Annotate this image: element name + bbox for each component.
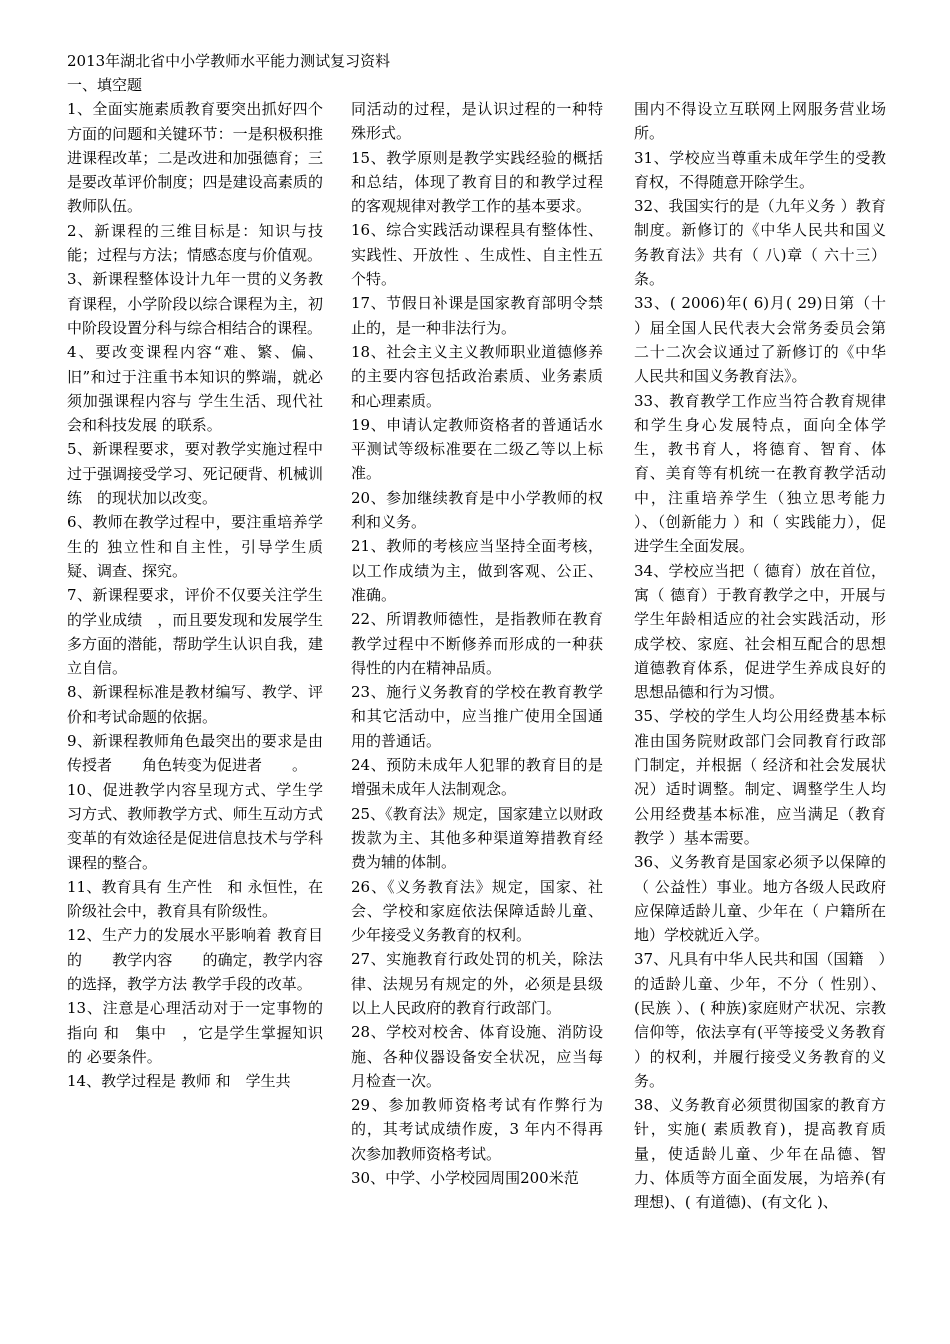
paragraph: 33、( 2006)年( 6)月( 29)日第（十 ）届全国人民代表大会常务委员会第二十二次会议通过了新修订的《中华人民共和国义务教育法》。 (634, 294, 886, 386)
paragraph: 7、新课程要求，评价不仅要关注学生的学业成绩 ，而且要发现和发展学生 多方面的潜能，帮助学生认识自我，建立自信。 (67, 586, 323, 678)
paragraph: 13、注意是心理活动对于一定事物的 指向 和 集中 ，它是学生掌握知识的 必要条件。 (67, 999, 323, 1066)
document-title: 2013年湖北省中小学教师水平能力测试复习资料 (67, 52, 391, 70)
paragraph: 35、学校的学生人均公用经费基本标准由国务院财政部门会同教育行政部门制定，并根据（ 经济和社会发展状况）适时调整。制定、调整学生人均公用经费基本标准，应当满足（教育教学 ）基本需要。 (634, 707, 886, 847)
paragraph: 5、新课程要求，要对教学实施过程中过于强调接受学习、死记硬背、机械训练 的现状加以改变。 (67, 440, 323, 508)
paragraph: 围内不得设立互联网上网服务营业场所。 (634, 100, 886, 143)
paragraph: 26、《义务教育法》规定，国家、社会、学校和家庭依法保障适龄儿童、少年接受义务教育的权利。 (351, 877, 603, 945)
paragraph: 4、要改变课程内容“难、繁、偏、旧”和过于注重书本知识的弊端，就必须加强课程内容与 学生生活、现代社会和科技发展 的联系。 (67, 343, 323, 435)
paragraph: 27、实施教育行政处罚的机关，除法律、法规另有规定的外，必须是县级以上人民政府的教育行政部门。 (351, 950, 603, 1017)
text-column-right (634, 97, 886, 1215)
paragraph: 34、学校应当把（ 德育）放在首位，寓（ 德育）于教育教学之中，开展与学生年龄相适应的社会实践活动，形成学校、家庭、社会相互配合的思想道德教育体系，促进学生养成良好的思想品德和行为习惯。 (634, 561, 886, 702)
paragraph: 36、义务教育是国家必须予以保障的（ 公益性）事业。地方各级人民政府应保障适龄儿童、少年在（ 户籍所在地）学校就近入学。 (634, 853, 886, 945)
paragraph: 3、新课程整体设计九年一贯的义务教育课程，小学阶段以综合课程为主，初中阶段设置分科与综合相结合的课程。 (67, 270, 323, 337)
paragraph: 同活动的过程，是认识过程的一种特殊形式。 (351, 100, 603, 143)
section-heading: 一、填空题 (67, 76, 143, 94)
paragraph: 11、教育具有 生产性 和 永恒性，在阶级社会中，教育具有阶级性。 (67, 877, 323, 921)
paragraph: 16、综合实践活动课程具有整体性、实践性、开放性 、生成性、自主性五个特。 (351, 221, 603, 289)
paragraph: 37、凡具有中华人民共和国（国籍 ）的适龄儿童、少年，不分（ 性别）、(民族 ）、( 种族)家庭财产状况、宗教信仰等，依法享有(平等接受义务教育 ）的权利，并履行接受义务教育的义务。 (634, 950, 886, 1090)
paragraph: 31、学校应当尊重未成年学生的受教育权，不得随意开除学生。 (634, 148, 886, 191)
paragraph: 6、教师在教学过程中，要注重培养学生的 独立性和自主性，引导学生质疑、调查、探究。 (67, 513, 323, 580)
paragraph: 20、参加继续教育是中小学教师的权利和义务。 (351, 488, 603, 532)
paragraph: 29、参加教师资格考试有作弊行为的，其考试成绩作废，3 年内不得再次参加教师资格考试。 (351, 1096, 603, 1163)
paragraph: 30、中学、小学校园周围200米范 (351, 1169, 579, 1188)
paragraph: 25、《教育法》规定，国家建立以财政拨款为主、其他多种渠道筹措教育经费为辅的体制。 (351, 804, 603, 872)
paragraph: 17、节假日补课是国家教育部明令禁止的，是一种非法行为。 (351, 294, 603, 337)
paragraph: 22、所谓教师德性，是指教师在教育教学过程中不断修养而形成的一种获得性的内在精神品质。 (351, 610, 603, 677)
paragraph: 32、我国实行的是（九年义务 ）教育制度。新修订的《中华人民共和国义务教育法》共有（ 八)章（ 六十三）条。 (634, 197, 886, 289)
paragraph: 15、教学原则是教学实践经验的概括和总结，体现了教育目的和教学过程的客观规律对教学工作的基本要求。 (351, 148, 603, 216)
paragraph: 23、施行义务教育的学校在教育教学和其它活动中，应当推广使用全国通用的普通话。 (351, 683, 603, 750)
paragraph: 9、新课程教师角色最突出的要求是由 传授者 角色转变为促进者 。 (67, 732, 323, 775)
paragraph: 14、教学过程是 教师 和 学生共 (67, 1072, 291, 1091)
paragraph: 28、学校对校舍、体育设施、消防设施、各种仪器设备安全状况，应当每月检查一次。 (351, 1023, 603, 1090)
paragraph: 24、预防未成年人犯罪的教育目的是增强未成年人法制观念。 (351, 756, 603, 799)
paragraph: 1、全面实施素质教育要突出抓好四个方面的问题和关键环节：一是积极积推进课程改革；二是改进和加强德育；三是要改革评价制度；四是建设高素质的教师队伍。 (67, 100, 323, 216)
paragraph: 38、义务教育必须贯彻国家的教育方针，实施( 素质教育)，提高教育质量，使适龄儿童、少年在品德、智力、体质等方面全面发展，为培养(有理想)、( 有道德)、(有文化 )、 (634, 1096, 886, 1212)
paragraph: 18、社会主义主义教师职业道德修养的主要内容包括政治素质、业务素质和心理素质。 (351, 342, 603, 410)
paragraph: 10、促进教学内容呈现方式、学生学习方式、教师教学方式、师生互动方式变革的有效途径是促进信息技术与学科课程的整合。 (67, 780, 323, 872)
paragraph: 21、教师的考核应当坚持全面考核，以工作成绩为主，做到客观、公正、准确。 (351, 537, 603, 604)
paragraph: 2、新课程的三维目标是：知识与技能；过程与方法；情感态度与价值观。 (67, 221, 323, 265)
text-column-left (67, 73, 323, 1093)
paragraph: 12、生产力的发展水平影响着 教育目的 教学内容 的确定，教学内容的选择，教学方法 教学手段的改革。 (67, 926, 323, 993)
paragraph: 19、申请认定教师资格者的普通话水平测试等级标准要在二级乙等以上标准。 (351, 415, 603, 483)
text-column-middle (351, 97, 603, 1190)
paragraph: 8、新课程标准是教材编写、教学、评价和考试命题的依据。 (67, 683, 323, 726)
paragraph: 33、教育教学工作应当符合教育规律和学生身心发展特点，面向全体学生，教书育人，将德育、智育、体育、美育等有机统一在教育教学活动中，注重培养学生（独立思考能力 ）、（创新能力 ）和（ 实践能力），促进学生全面发展。 (634, 391, 886, 556)
